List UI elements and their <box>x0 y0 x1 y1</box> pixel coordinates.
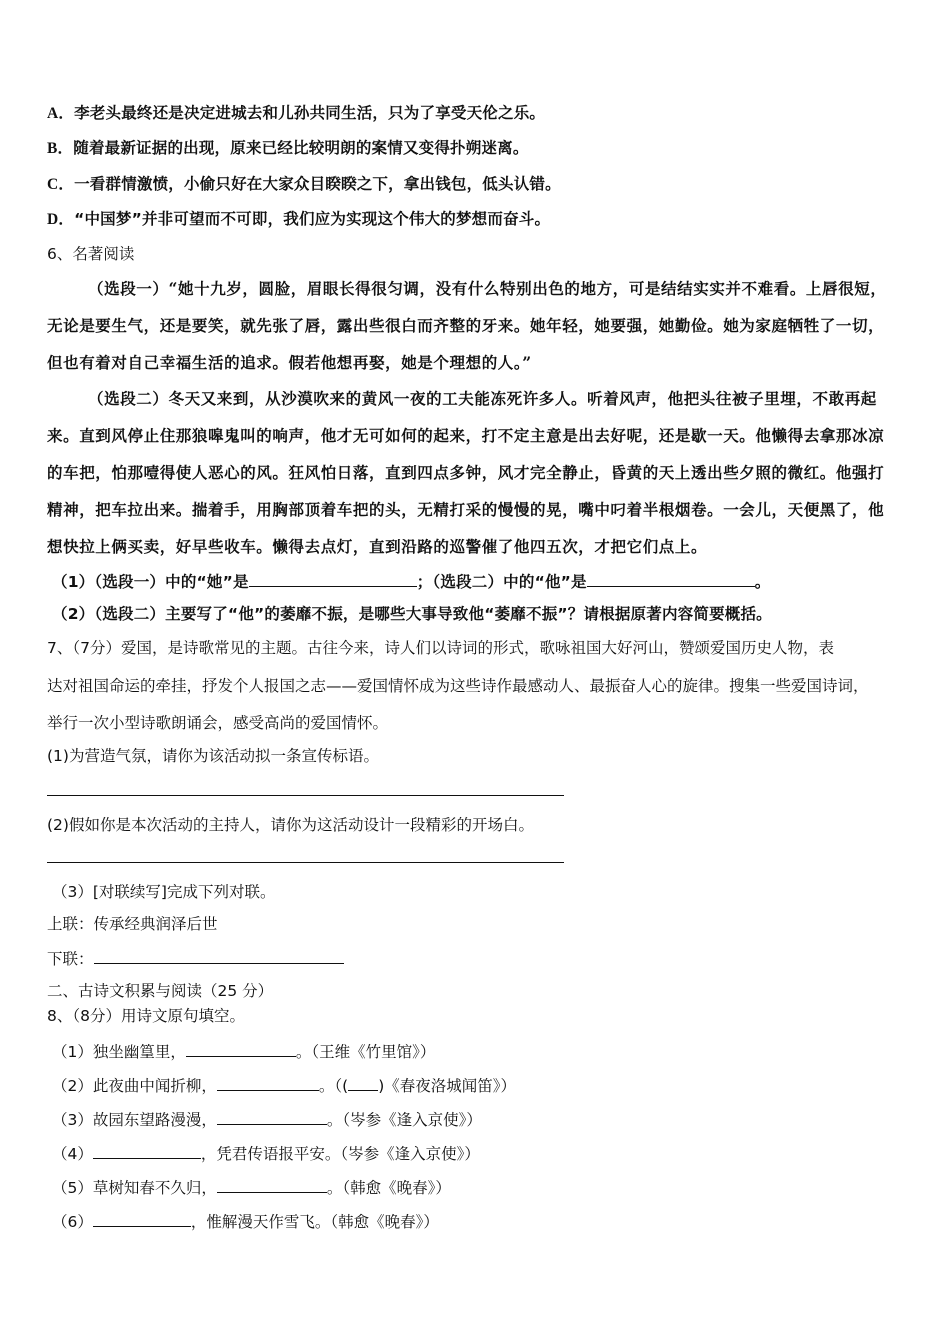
passage2-line: 的车把，怕那噎得使人恶心的风。狂风怕日落，直到四点多钟，风才完全静止，昏黄的天上透出些夕照的微红。他强打 <box>47 463 885 482</box>
q7-sub2: (2)假如你是本次活动的主持人，请你为这活动设计一段精彩的开场白。 <box>47 816 534 834</box>
passage2-line: 精神，把车拉出来。揣着手，用胸部顶着车把的头，无精打采的慢慢的晃，嘴中叼着半根烟卷。一会儿，天便黑了，他 <box>47 500 885 519</box>
passage2-line: 想快拉上俩买卖，好早些收车。懒得去点灯，直到沿路的巡警催了他四五次，才把它们点上。 <box>47 537 708 556</box>
q6-sub1: （1）（选段一）中的“她”是 ；（选段二）中的“他”是 。 <box>52 570 770 592</box>
option-a: A．李老头最终还是决定进城去和儿孙共同生活，只为了享受天伦之乐。 <box>47 104 546 122</box>
q8-item: （4） ，凭君传语报平安。（岑参《逢入京使》） <box>52 1142 480 1164</box>
answer-blank[interactable] <box>217 1074 319 1091</box>
answer-blank[interactable] <box>93 1142 201 1159</box>
answer-blank[interactable] <box>348 1074 378 1091</box>
q7-line: 7、（7分）爱国，是诗歌常见的主题。古往今来，诗人们以诗词的形式，歌咏祖国大好河山，赞颂爱国历史人物，表 <box>47 639 834 657</box>
option-c: C．一看群情激愤，小偷只好在大家众目睽睽之下，拿出钱包，低头认错。 <box>47 175 561 193</box>
q7-sub3: （3）[对联续写]完成下列对联。 <box>52 883 276 901</box>
answer-line[interactable] <box>47 795 564 796</box>
passage2-line: （选段二）冬天又来到，从沙漠吹来的黄风一夜的工夫能冻死许多人。听着风声，他把头往被子里埋，不敢再起 <box>88 389 877 408</box>
q8-item: （6） ，惟解漫天作雪飞。（韩愈《晚春》） <box>52 1210 439 1232</box>
q8-item: （2）此夜曲中闻折柳， 。（( )《春夜洛城闻笛》） <box>52 1074 516 1096</box>
answer-blank[interactable] <box>94 947 344 964</box>
q8-item: （3）故园东望路漫漫， 。（岑参《逢入京使》） <box>52 1108 482 1130</box>
q6-title: 6、名著阅读 <box>47 245 135 263</box>
answer-line[interactable] <box>47 862 564 863</box>
upper-couplet: 上联：传承经典润泽后世 <box>47 915 218 933</box>
answer-blank[interactable] <box>587 570 755 587</box>
lower-couplet: 下联： <box>47 947 344 969</box>
q7-line: 达对祖国命运的牵挂，抒发个人报国之志——爱国情怀成为这些诗作最感动人、最振奋人心的旋律。搜集一些爱国诗词， <box>47 677 869 695</box>
answer-blank[interactable] <box>249 570 417 587</box>
q7-line: 举行一次小型诗歌朗诵会，感受高尚的爱国情怀。 <box>47 714 389 732</box>
q6-sub2: （2）（选段二）主要写了“他”的萎靡不振，是哪些大事导致他“萎靡不振”？请根据原著内容简要概括。 <box>52 605 772 623</box>
q8-item: （1）独坐幽篁里， 。（王维《竹里馆》） <box>52 1040 435 1062</box>
answer-blank[interactable] <box>93 1210 191 1227</box>
answer-blank[interactable] <box>217 1108 327 1125</box>
q8-item: （5）草树知春不久归， 。（韩愈《晚春》） <box>52 1176 451 1198</box>
option-b: B．随着最新证据的出现，原来已经比较明朗的案情又变得扑朔迷离。 <box>47 139 529 157</box>
section-title: 二、古诗文积累与阅读（25 分） <box>47 982 274 1000</box>
passage1-line: 无论是要生气，还是要笑，就先张了唇，露出些很白而齐整的牙来。她年轻，她要强，她勤俭。她为家庭牺牲了一切， <box>47 316 885 335</box>
passage2-line: 来。直到风停止住那狼嗥鬼叫的响声，他才无可如何的起来，打不定主意是出去好呢，还是歇一天。他懒得去拿那冰凉 <box>47 426 885 445</box>
answer-blank[interactable] <box>186 1040 296 1057</box>
q7-sub1: (1)为营造气氛，请你为该活动拟一条宣传标语。 <box>47 747 379 765</box>
passage1-line: 但也有着对自己幸福生活的追求。假若他想再娶，她是个理想的人。” <box>47 353 532 372</box>
passage1-line: （选段一）“她十九岁，圆脸，眉眼长得很匀调，没有什么特别出色的地方，可是结结实实并不难看。上唇很短， <box>88 279 887 298</box>
answer-blank[interactable] <box>217 1176 327 1193</box>
option-d: D．“中国梦”并非可望而不可即，我们应为实现这个伟大的梦想而奋斗。 <box>47 210 551 228</box>
q8-title: 8、（8分）用诗文原句填空。 <box>47 1007 245 1025</box>
